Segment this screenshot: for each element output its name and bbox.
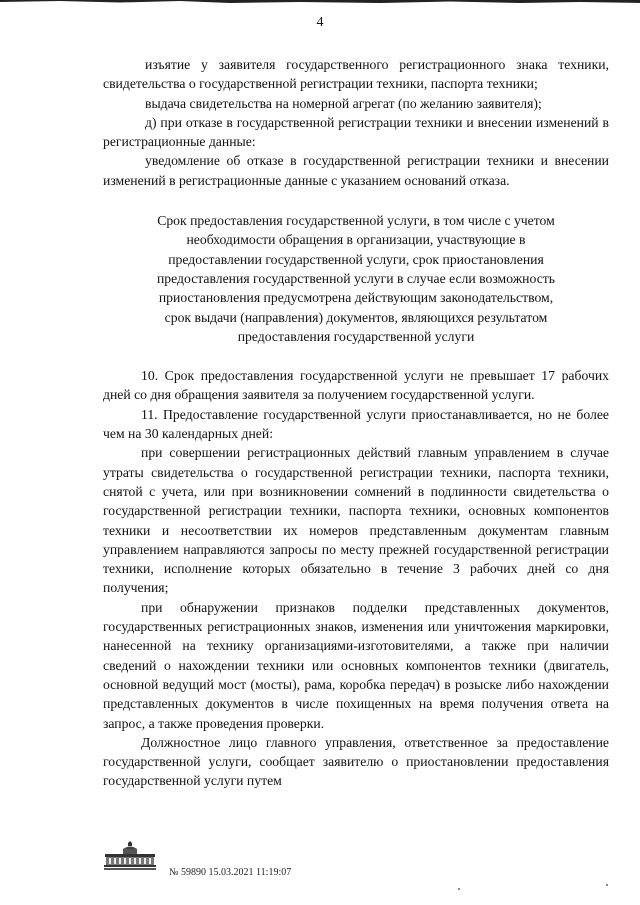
paragraph-certificate-issue: выдача свидетельства на номерной агрегат (по желанию заявителя); <box>145 95 542 111</box>
scan-top-edge <box>0 0 640 6</box>
paragraph-seizure: изъятие у заявителя государственного регистрационного знака техники, свидетельства о государственной регистрации техники, паспорта техники; <box>103 57 609 92</box>
scan-speck <box>606 884 608 886</box>
paragraph-refusal-notice: уведомление об отказе в государственной регистрации техники и внесении изменений в регистрационные данные с указанием оснований отказа. <box>103 153 609 188</box>
paragraph-11: 11. Предоставление государственной услуги приостанавливается, но не более чем на 30 календарных дней: <box>103 406 609 442</box>
paragraph-registration-actions: при совершении регистрационных действий главным управлением в случае утраты свидетельства о государственной регистрации техники, паспорта техники, снятой с учета, или при возникновении сомнений в подлинности свидетельства о государственной регистрации техники, паспорта техники, основных компонентов техники и несоответствии их номеров представленным документам главным управлением направляются запросы по месту прежней государственной регистрации техники, исполнение которых обязательно в течение 3 рабочих дней со дня получения; <box>103 445 609 596</box>
government-building-logo <box>101 841 159 871</box>
paragraph-refusal-item: д) при отказе в государственной регистрации техники и внесении изменений в регистрационные данные: <box>103 114 609 150</box>
scan-speck <box>458 888 460 890</box>
paragraph-forgery-signs: при обнаружении признаков подделки представленных документов, государственных регистрационных знаков, изменения или уничтожения маркировки, нанесенной на технику организациями-изготовителями, а также при наличии сведений о нахождении техники или основных компонентов техники (двигатель, основной ведущий мост (мосты), рама, коробка передач) в розыске либо нахождении представленных документов в числе похищенных на время получения ответа на запрос, а также проведения проверки. <box>103 599 609 731</box>
paragraph-10: 10. Срок предоставления государственной услуги не превышает 17 рабочих дней со дня обращения заявителя за получением государственной услуги. <box>103 368 609 403</box>
paragraph-official-notice: Должностное лицо главного управления, ответственное за предоставление государственной услуги, сообщает заявителю о приостановлении предоставления государственной услуги путем <box>103 734 609 789</box>
page-number: 4 <box>316 15 324 30</box>
registration-stamp: № 59890 15.03.2021 11:19:07 <box>169 867 292 878</box>
section-heading: Срок предоставления государственной услуги, в том числе с учетом необходимости обращения в организации, участвующие в предоставлении государственной услуги, срок приостановления предоставления государственной услуги в случае если возможность приостановления предусмотрена действующим законодательством, срок выдачи (направления) документов, являющихся результатом предоставления государственной услуги <box>156 213 555 344</box>
document-body <box>103 55 609 791</box>
